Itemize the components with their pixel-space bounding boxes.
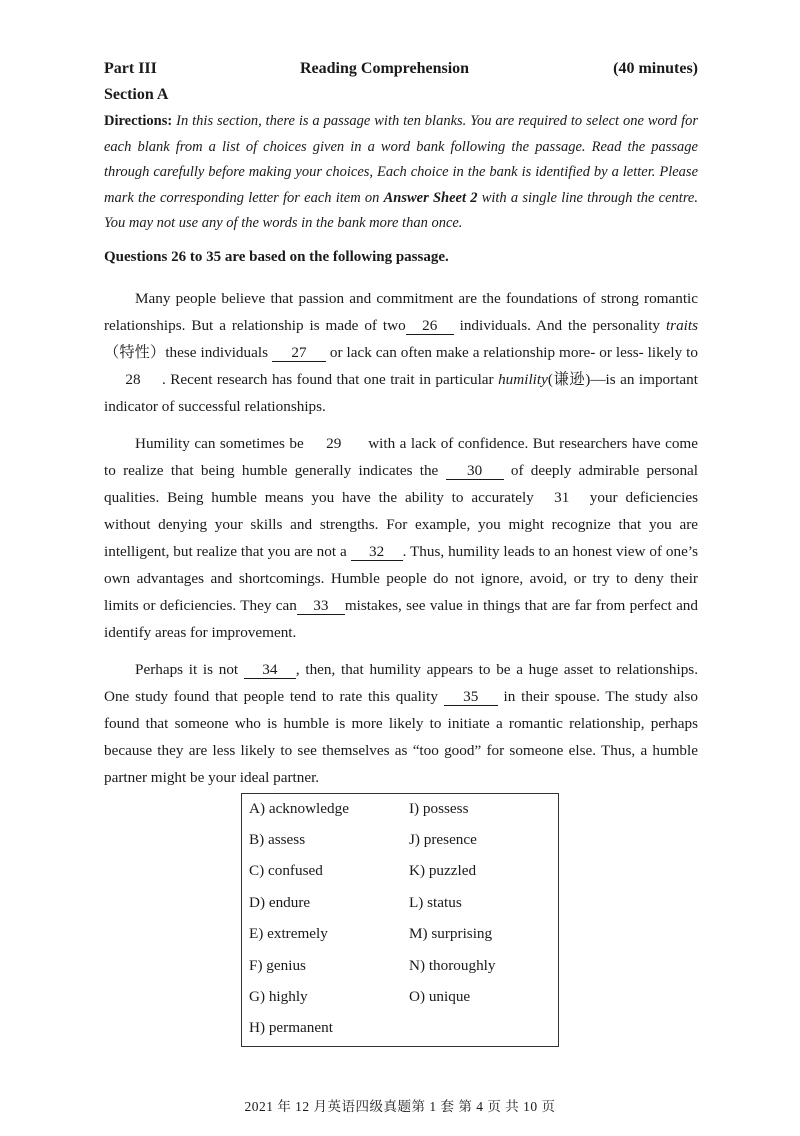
part-title: Reading Comprehension xyxy=(300,60,470,77)
questions-heading: Questions 26 to 35 are based on the following passage. xyxy=(104,248,449,265)
passage-paragraph-3 xyxy=(104,656,698,791)
word-bank-option: M) surprising xyxy=(409,925,493,942)
word-bank-option: A) acknowledge xyxy=(249,800,349,817)
blank-33: 33 xyxy=(297,598,345,615)
answer-sheet-ref: Answer Sheet 2 xyxy=(383,189,478,206)
p3-text: in their spouse. The study also found that someone who is humble is more likely to initiate a romantic relationship, perhaps because they are less likely to see themselves as “too good” for someone else. Thus, a humble partner might be your ideal partner. xyxy=(104,687,698,786)
p2-text: . Thus, humility leads to an honest view of one’s own advantages and shortcomings. Humble people do not ignore, avoid, or try to deny their limits or deficiencies. They can xyxy=(104,542,698,614)
blank-31: 31 xyxy=(554,488,570,506)
word-bank-option: H) permanent xyxy=(249,1019,333,1036)
blank-30: 30 xyxy=(446,463,504,480)
word-bank-option: C) confused xyxy=(249,862,323,879)
word-bank-option: O) unique xyxy=(409,988,471,1005)
p2-text: Humility can sometimes be xyxy=(135,434,304,452)
exam-page xyxy=(104,60,699,1036)
p2-text: your deficiencies without denying your skills and strengths. For example, you might recognize that you are intelligent, but realize that you are not a xyxy=(104,488,698,560)
word-bank-option: J) presence xyxy=(409,831,477,848)
word-bank-option: D) endure xyxy=(249,894,311,911)
page-footer: 2021 年 12 月英语四级真题第 1 套 第 4 页 共 10 页 xyxy=(244,1099,556,1114)
word-bank-option: E) extremely xyxy=(249,925,328,942)
blank-32: 32 xyxy=(351,544,403,561)
directions-text-2: with a single line through the centre. You may not use any of the words in the bank more than once. xyxy=(104,189,698,231)
passage-paragraph-1 xyxy=(104,285,698,420)
p1-text: . Recent research has found that one trait in particular xyxy=(162,370,494,388)
word-bank-option: N) thoroughly xyxy=(409,957,496,974)
p2-text: with a lack of confidence. But researchers have come to realize that being humble generally indicates the xyxy=(104,434,698,479)
directions-text-1: In this section, there is a passage with ten blanks. You are required to select one word for each blank from a list of choices given in a word bank following the passage. Read the passage through carefully before making your choices, Each choice in the bank is identified by a letter. Please mark the corresponding letter for each item on xyxy=(104,113,699,206)
word-bank-option: K) puzzled xyxy=(409,862,477,879)
part-header xyxy=(104,60,698,82)
word-humility: humility xyxy=(498,370,548,388)
word-bank-option: I) possess xyxy=(409,800,469,817)
word-traits: traits xyxy=(665,316,699,334)
blank-27: 27 xyxy=(272,345,326,362)
word-bank xyxy=(241,793,559,1047)
time-limit: (40 minutes) xyxy=(613,60,698,77)
blank-34: 34 xyxy=(244,662,296,679)
blank-35: 35 xyxy=(444,689,498,706)
part-label: Part III xyxy=(104,60,157,77)
p2-text: mistakes, see value in things that are far from perfect and identify areas for improvement. xyxy=(104,596,698,641)
p1-text: （特性）these individuals xyxy=(104,343,272,361)
p1-text: (谦逊)—is an important indicator of successful relationships. xyxy=(104,370,698,415)
section-label: Section A xyxy=(104,86,169,103)
p1-text: or lack can often make a relationship more- or less- likely to xyxy=(329,343,698,361)
p1-text: individuals. And the personality xyxy=(459,316,661,334)
passage-paragraph-2 xyxy=(104,430,698,646)
p1-text: Many people believe that passion and commitment are the foundations of strong romantic relationships. But a relationship is made of two xyxy=(104,289,698,334)
directions xyxy=(104,109,698,237)
word-bank-option: B) assess xyxy=(249,831,306,848)
p3-text: Perhaps it is not xyxy=(135,660,239,678)
p3-text: , then, that humility appears to be a huge asset to relationships. One study found that people tend to rate this quality xyxy=(104,660,699,705)
blank-26: 26 xyxy=(406,318,454,335)
p2-text: of deeply admirable personal qualities. Being humble means you have the ability to accurately xyxy=(104,461,699,506)
word-bank-option: F) genius xyxy=(249,957,306,974)
blank-29: 29 xyxy=(326,434,342,452)
word-bank-option: G) highly xyxy=(249,988,308,1005)
word-bank-option: L) status xyxy=(409,894,462,911)
directions-label: Directions: xyxy=(104,113,173,129)
blank-28: 28 xyxy=(125,370,141,388)
